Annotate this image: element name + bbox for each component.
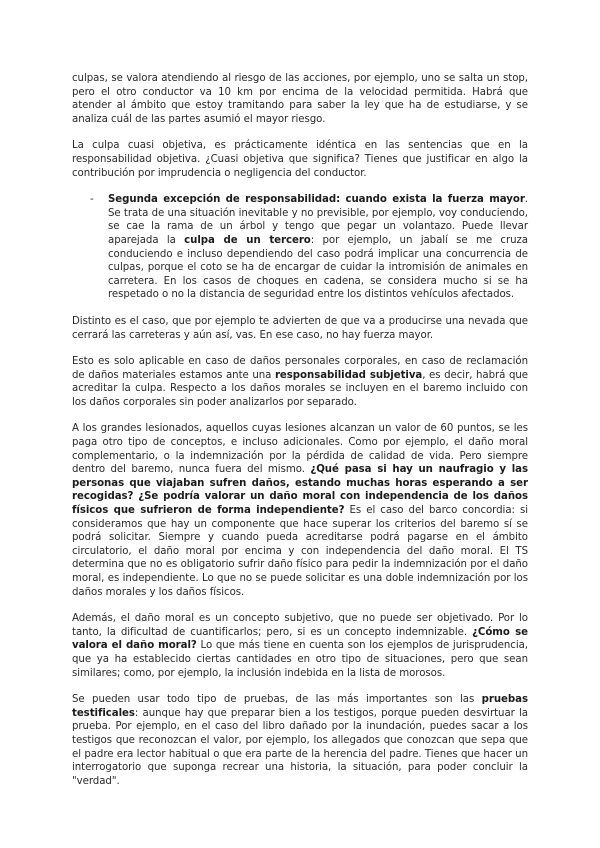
text-segment: Distinto es el caso, que por ejemplo te advierten de que va a producirse una nevada que cerrará las carreteras y aún así, vas. En ese caso, no hay fuerza mayor. — [72, 315, 528, 341]
text-segment: Se pueden usar todo tipo de pruebas, de las más importantes son las — [72, 694, 482, 706]
text-segment: Además, el daño moral es un concepto subjetivo, que no puede ser objetivado. Por lo tanto, la dificultad de cuantificarlos; pero, si es un concepto indemnizable. — [72, 613, 528, 638]
text-segment: , es decir, habrá que acreditar la culpa. Respecto a los daños morales se incluyen en el baremo incluido con los daños corporales sin poder analizarlos por separado. — [72, 369, 528, 408]
text-segment: culpas, se valora atendiendo al riesgo de las acciones, por ejemplo, uno se salta un stop, pero el otro conductor va 10 km por encima de la velocidad permitida. Habrá que atender al ámbito que estoy tramitando para saber la ley que ha de estudiarse, y se analiza cuál de las partes asumió el mayor riesgo. — [72, 73, 528, 125]
bold-text: ¿Cómo se valora el daño moral? — [72, 626, 528, 652]
bold-text: ¿Qué pasa si hay un naufragio y las personas que viajaban sufren daños, estando muchas horas esperando a ser recogidas? ¿Se podría valorar un daño moral con independencia de los daños físicos que sufrieron de forma independiente? — [72, 464, 528, 517]
text-segment: Esto es solo aplicable en caso de daños personales corporales, en caso de reclamación de daños materiales estamos ante una — [72, 356, 528, 381]
text-segment: Lo que más tiene en cuenta son los ejemplos de jurisprudencia, que ya ha establecido ciertas cantidades en otro tipo de situaciones, pero que sean similares; como, por ejemplo, la inclusión indebida en la lista de morosos. — [72, 640, 528, 679]
text-segment: : por ejemplo, un jabalí se me cruza conduciendo e incluso dependiendo del caso podrá implicar una concurrencia de culpas, porque el coto se ha de encargar de cuidar la intromisión de animales en carretera. En los casos de choques en cadena, se considera mucho si se ha respetado o no la distancia de seguridad entre los distintos vehículos afectados. — [108, 234, 528, 301]
body-paragraph — [72, 72, 528, 126]
body-paragraph — [72, 422, 528, 599]
bold-text: pruebas testificales — [72, 694, 528, 719]
body-paragraph — [72, 139, 528, 180]
bold-text: culpa de un tercero — [184, 234, 311, 246]
body-paragraph — [72, 315, 528, 342]
text-segment: La culpa cuasi objetiva, es prácticamente idéntica en las sentencias que en la responsabilidad objetiva. ¿Cuasi objetiva que significa? Tienes que justificar en algo la contribución por imprudencia o negligencia del conductor. — [72, 140, 528, 179]
text-segment: Es el caso del barco concordia: si consideramos que hay un componente que hace superar los criterios del baremo sí se podrá solicitar. Siempre y cuando pueda acreditarse podrá pagarse en el ámbito circulatorio, el daño moral por encima y con independencia del daño moral. El TS determina que no es obligatorio sufrir daño físico para pedir la indemnización por el daño moral, es independiente. Lo que no se puede solicitar es una doble indemnización por los daños morales y los daños físicos. — [72, 505, 528, 598]
text-segment: . Se trata de una situación inevitable y no previsible, por ejemplo, voy conduciendo, se cae la rama de un árbol y tengo que pegar un volantazo. Puede llevar aparejada la — [108, 194, 528, 246]
body-paragraph — [72, 355, 528, 409]
text-segment: : aunque hay que preparar bien a los testigos, porque pueden desvirtuar la prueba. Por ejemplo, en el caso del libro dañado por la inundación, puedes sacar a los testigos que reconozcan el valor, por ejemplo, los allegados que conozcan que sepa que el padre era lector habitual o que era parte de la herencia del padre. Tienes que hacer un interrogatorio que suponga recrear una historia, la situación, para poder concluir la "verdad". — [72, 707, 528, 787]
bold-text: responsabilidad subjetiva — [274, 369, 423, 381]
body-paragraph — [72, 693, 528, 788]
bullet-paragraph — [72, 193, 528, 302]
body-paragraph — [72, 612, 528, 680]
bold-text: Segunda excepción de responsabilidad: cuando exista la fuerza mayor — [108, 194, 525, 206]
text-segment: A los grandes lesionados, aquellos cuyas lesiones alcanzan un valor de 60 puntos, se les paga otro tipo de conceptos, e incluso adicionales. Como por ejemplo, el daño moral complementario, o la indemnización por la pérdida de calidad de vida. Pero siempre dentro del baremo, nunca fuera del mismo. — [72, 423, 528, 476]
bullet-dash: - — [90, 194, 94, 206]
